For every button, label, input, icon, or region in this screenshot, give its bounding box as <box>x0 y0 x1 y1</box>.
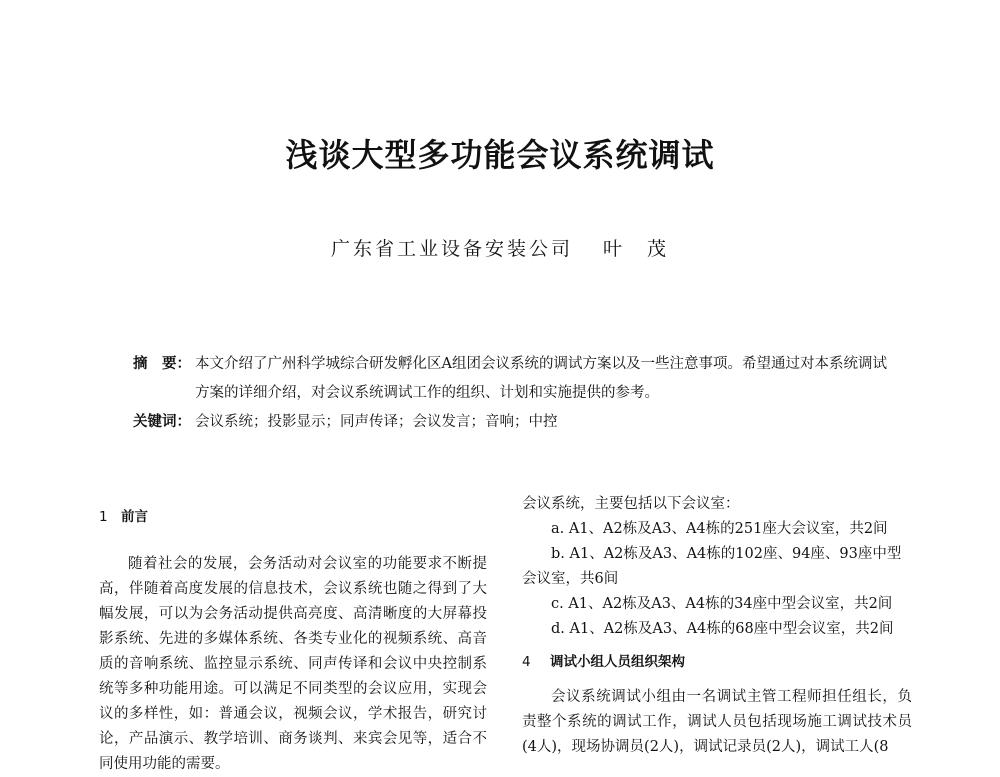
list-item: c. A1、A2栋及A3、A4栋的34座中型会议室，共2间 <box>551 596 893 612</box>
paper-title: 浅谈大型多功能会议系统调试 <box>285 136 715 174</box>
list-item: b. A1、A2栋及A3、A4栋的102座、94座、93座中型会议室，共6间 <box>522 546 902 587</box>
abstract-label: 摘 要： <box>133 356 191 372</box>
right-column <box>522 492 912 760</box>
abstract-block <box>133 350 893 437</box>
list-item: a. A1、A2栋及A3、A4栋的251座大会议室，共2间 <box>551 521 888 537</box>
rooms-list <box>522 517 912 642</box>
author-line <box>0 234 1000 261</box>
author-name: 叶 茂 <box>603 238 670 260</box>
section-title: 前言 <box>121 509 148 525</box>
section-heading-intro <box>99 505 487 530</box>
keywords-text: 会议系统；投影显示；同声传译；会议发言；音响；中控 <box>195 414 558 430</box>
abstract-text: 本文介绍了广州科学城综合研发孵化区A组团会议系统的调试方案以及一些注意事项。希望通过对本系统调试方案的详细介绍，对会议系统调试工作的组织、计划和实施提供的参考。 <box>195 356 887 401</box>
intro-paragraph: 随着社会的发展，会务活动对会议室的功能要求不断提高，伴随着高度发展的信息技术，会议系统也随之得到了大幅发展，可以为会务活动提供高亮度、高清晰度的大屏幕投影系统、先进的多媒体系统、各类专业化的视频系统、高音质的音响系统、监控显示系统、同声传译和会议中央控制系统等多种功能用途。可以满足不同类型的会议应用，实现会议的多样性，如：普通会议，视频会议，学术报告，研究讨论，产品演示、教学培训、商务谈判、来宾会见等，适合不同使用功能的需要。 <box>99 556 487 772</box>
section-title: 调试小组人员组织架构 <box>550 654 685 670</box>
abstract-row <box>133 350 893 408</box>
section-number: 4 <box>522 654 531 670</box>
section-heading-team <box>522 650 912 675</box>
keywords-label: 关键词： <box>133 414 191 430</box>
affiliation: 广东省工业设备安装公司 <box>330 238 573 260</box>
list-item: d. A1、A2栋及A3、A4栋的68座中型会议室，共2间 <box>551 621 894 637</box>
left-column <box>99 505 487 777</box>
rooms-intro: 会议系统，主要包括以下会议室： <box>522 496 740 512</box>
team-paragraph: 会议系统调试小组由一名调试主管工程师担任组长，负责整个系统的调试工作，调试人员包括现场施工调试技术员(4人)，现场协调员(2人)，调试记录员(2人)，调试工人(8 <box>522 689 912 755</box>
section-number: 1 <box>99 509 108 525</box>
keywords-row <box>133 408 893 437</box>
